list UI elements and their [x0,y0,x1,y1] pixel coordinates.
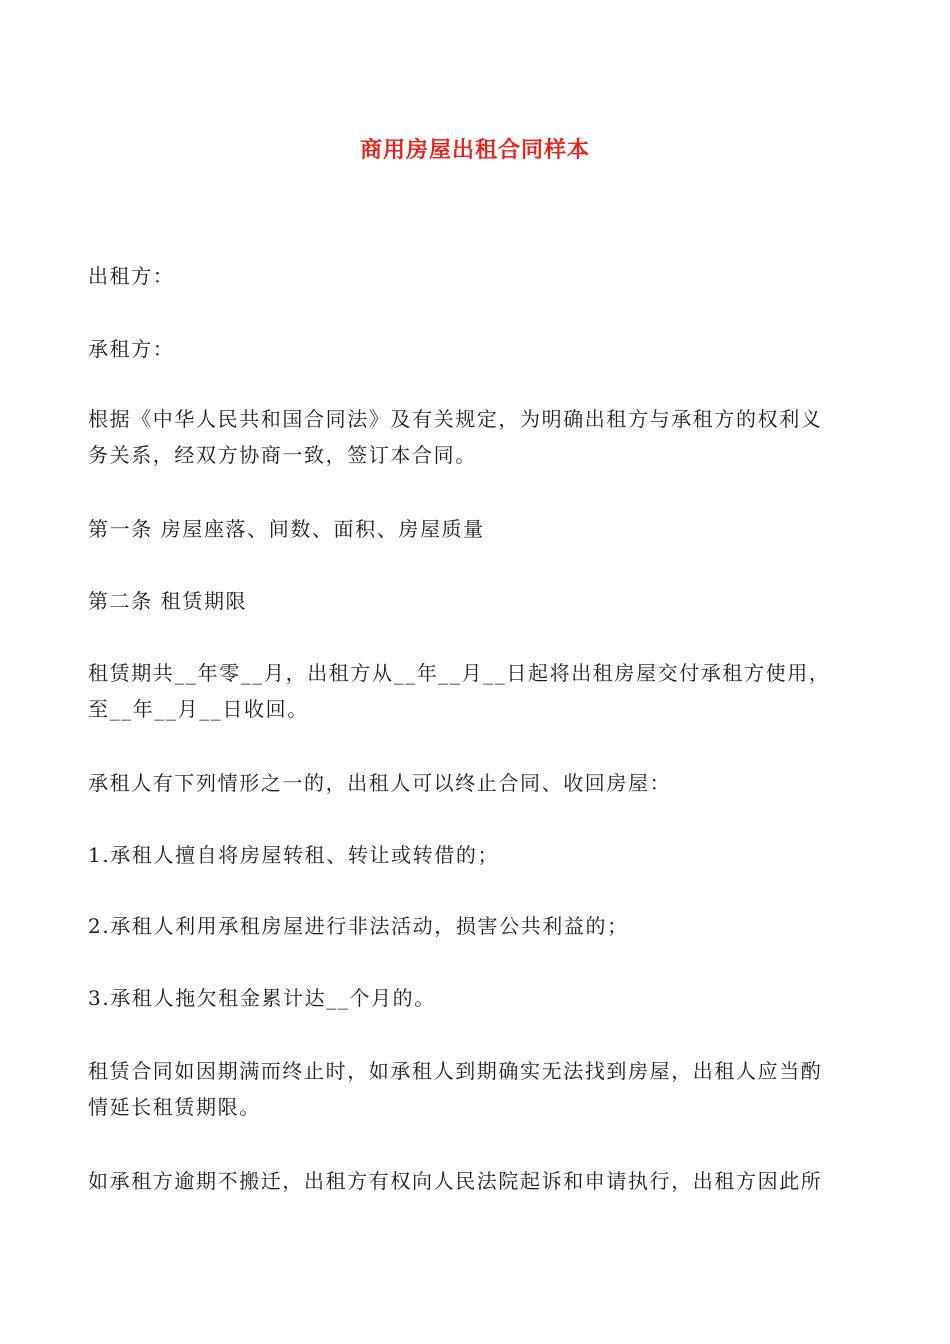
paragraph-extension [88,1053,868,1125]
paragraph-preamble [88,401,868,473]
paragraph-line: 根据《中华人民共和国合同法》及有关规定，为明确出租方与承租方的权利义 [88,407,823,431]
paragraph-line: 至__年__月__日收回。 [88,697,309,721]
paragraph-overdue [88,1163,868,1199]
paragraph-lessee [88,331,868,367]
paragraph-line: 出租方： [88,264,175,288]
document-title: 商用房屋出租合同样本 [359,138,590,163]
paragraph-line: 承租人有下列情形之一的，出租人可以终止合同、收回房屋： [88,771,672,795]
paragraph-lease-term [88,655,868,727]
article-one-heading [88,511,868,547]
paragraph-line: 如承租方逾期不搬迁，出租方有权向人民法院起诉和申请执行，出租方因此所 [88,1169,823,1193]
paragraph-line: 1.承租人擅自将房屋转租、转让或转借的； [88,843,500,867]
paragraph-line: 租赁期共__年零__月，出租方从__年__月__日起将出租房屋交付承租方使用， [88,661,831,685]
paragraph-line: 承租方： [88,337,175,361]
paragraph-line: 租赁合同如因期满而终止时，如承租人到期确实无法找到房屋，出租人应当酌 [88,1059,823,1083]
paragraph-line: 2.承租人利用承租房屋进行非法活动，损害公共利益的； [88,914,629,938]
paragraph-line: 3.承租人拖欠租金累计达__个月的。 [88,986,436,1010]
article-two-heading [88,583,868,619]
paragraph-line: 第二条 租赁期限 [88,589,248,613]
list-item-1 [88,837,868,873]
paragraph-line: 务关系，经双方协商一致，签订本合同。 [88,443,477,467]
paragraph-termination-intro [88,765,868,801]
paragraph-line: 情延长租赁期限。 [88,1095,261,1119]
list-item-2 [88,908,868,944]
list-item-3 [88,980,868,1016]
paragraph-lessor [88,258,868,294]
paragraph-line: 第一条 房屋座落、间数、面积、房屋质量 [88,517,485,541]
